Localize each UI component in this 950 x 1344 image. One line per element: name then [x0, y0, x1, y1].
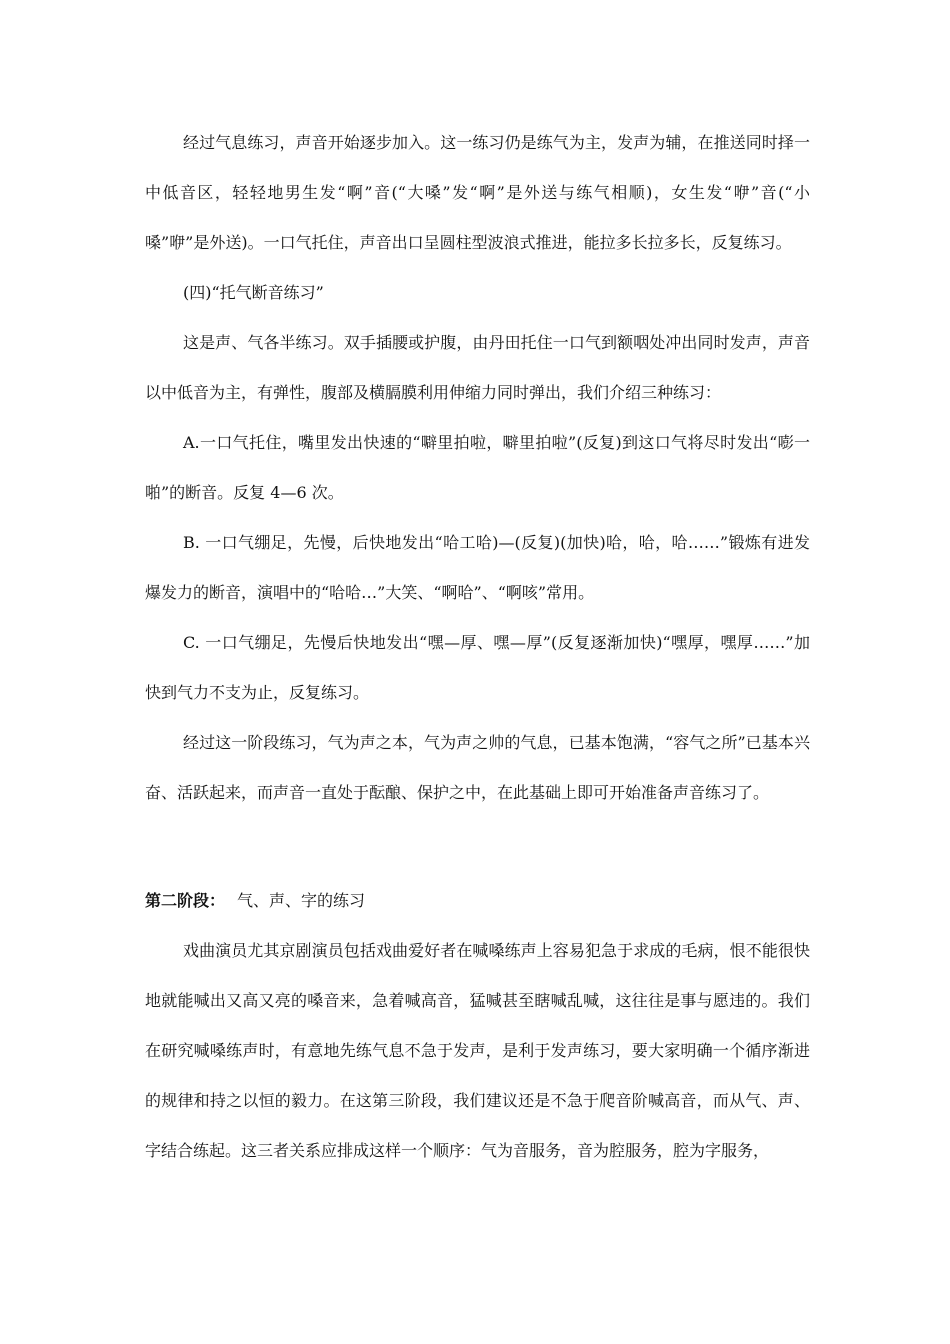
paragraph-exercise-c: C. 一口气绷足，先慢后快地发出“嘿—厚、嘿—厚”(反复逐渐加快)“嘿厚，嘿厚……”加快到气力不支为止，反复练习。: [145, 633, 810, 702]
section-heading-stage-two: [145, 876, 810, 926]
paragraph-voice-joining: 经过气息练习，声音开始逐步加入。这一练习仍是练气为主，发声为辅，在推送同时择一中低音区，轻轻地男生发“啊”音(“大嗓”发“啊”是外送与练气相顺)，女生发“咿”音(“小嗓”咿”是外送)。一口气托住，声音出口呈圆柱型波浪式推进，能拉多长拉多长，反复练习。: [145, 133, 810, 252]
paragraph-exercise-b: B. 一口气绷足，先慢，后快地发出“哈工哈)—(反复)(加快)哈，哈，哈……”锻炼有进发爆发力的断音，演唱中的“哈哈…”大笑、“啊哈”、“啊咳”常用。: [145, 533, 810, 602]
paragraph-exercise-a: A.一口气托住，嘴里发出快速的“噼里拍啦，噼里拍啦”(反复)到这口气将尽时发出“嘭一啪”的断音。反复 4—6 次。: [145, 433, 810, 502]
section-title: 气、声、字的练习: [237, 891, 366, 910]
paragraph-stage-summary: 经过这一阶段练习，气为声之本，气为声之帅的气息，已基本饱满，“容气之所”已基本兴奋、活跃起来，而声音一直处于酝酿、保护之中，在此基础上即可开始准备声音练习了。: [145, 733, 810, 802]
paragraph-staccato-intro: 这是声、气各半练习。双手插腰或护腹，由丹田托住一口气到额咽处冲出同时发声，声音以中低音为主，有弹性，腹部及横膈膜利用伸缩力同时弹出，我们介绍三种练习：: [145, 333, 810, 402]
document-body: [145, 118, 810, 1176]
section-label: 第二阶段：: [145, 891, 226, 910]
subheading-breath-staccato: (四)“托气断音练习”: [183, 283, 324, 302]
paragraph-stage-two-intro: 戏曲演员尤其京剧演员包括戏曲爱好者在喊嗓练声上容易犯急于求成的毛病，恨不能很快地就能喊出又高又亮的嗓音来，急着喊高音，猛喊甚至瞎喊乱喊，这往往是事与愿违的。我们在研究喊嗓练声时，有意地先练气息不急于发声，是利于发声练习，要大家明确一个循序渐进的规律和持之以恒的毅力。在这第三阶段，我们建议还是不急于爬音阶喊高音，而从气、声、字结合练起。这三者关系应排成这样一个顺序：气为音服务，音为腔服务，腔为字服务，: [145, 941, 810, 1160]
